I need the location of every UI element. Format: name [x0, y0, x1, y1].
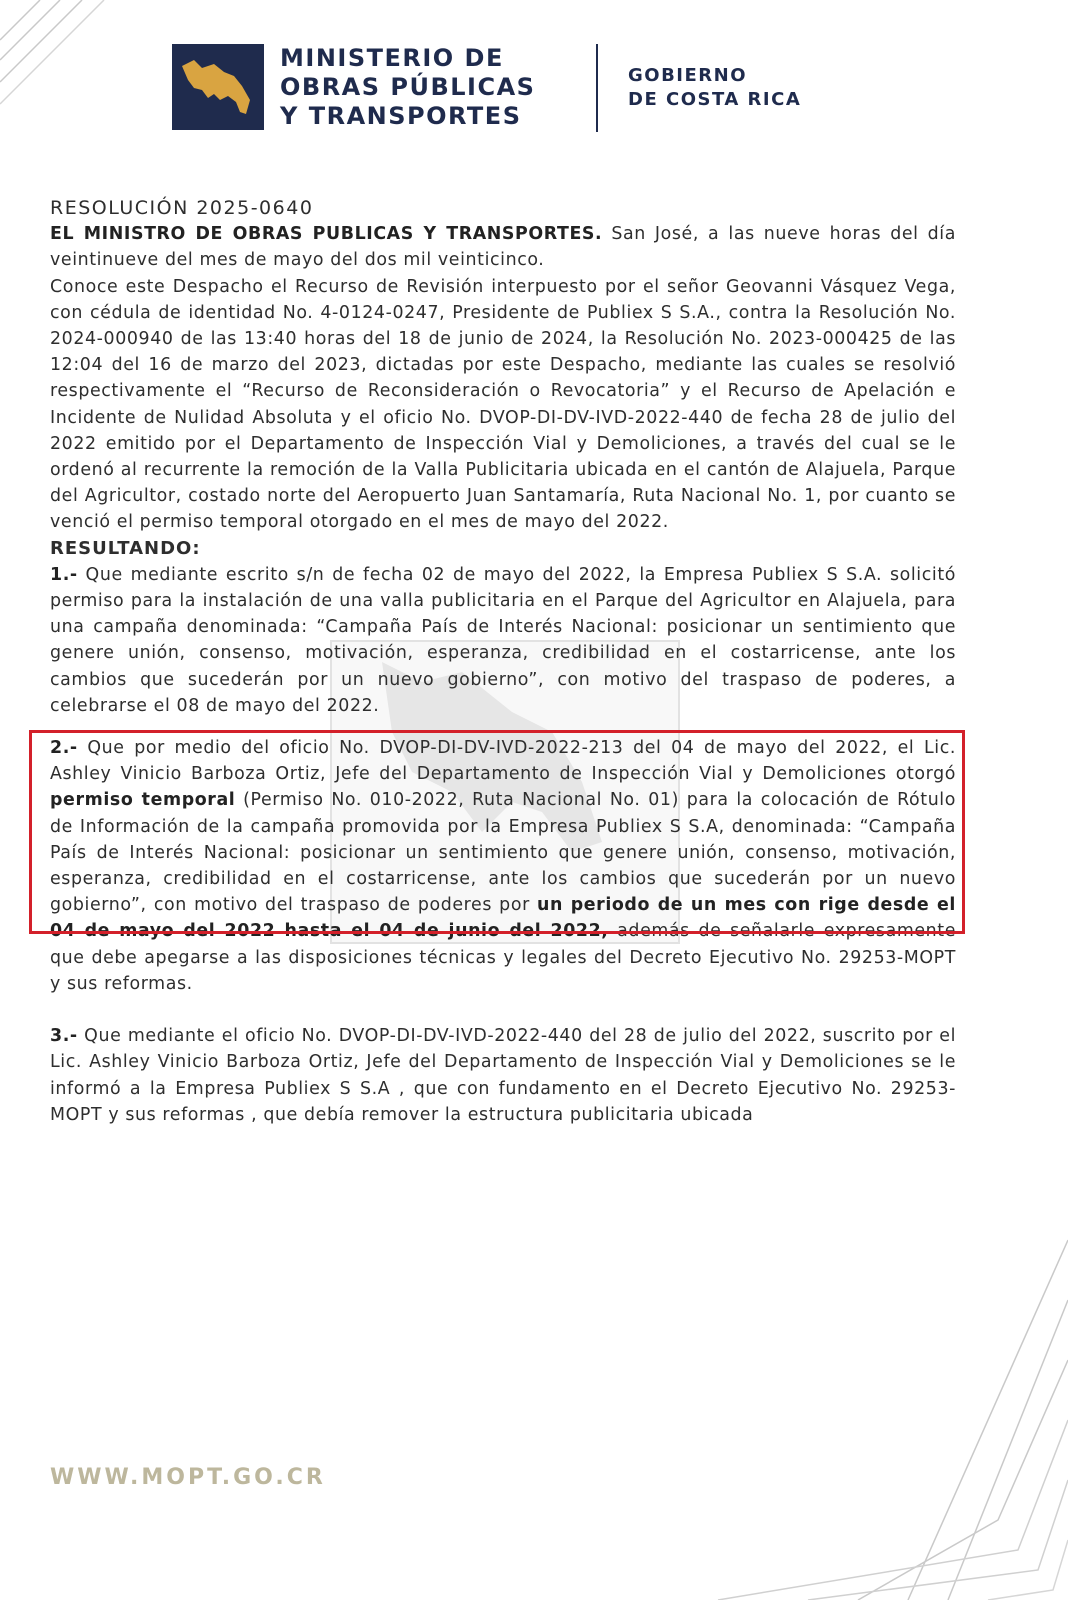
decorative-lines-bottom-right — [698, 1220, 1068, 1600]
item-2-text-b: (Permiso No. 010-2022, Ruta Nacional No. 01) para la colocación de Rótulo de Información de la campaña promovida por la Empresa Publiex S S.A, denominada: “Campaña País de Interés Nacional: posicionar un sentimiento que genere unión, consenso, motivación, esperanza, credibilidad en el costarricense, ante los cambios que sucederán por un nuevo gobierno”, con motivo del traspaso de poderes por — [50, 790, 956, 916]
mopt-logo — [172, 44, 264, 130]
gov-line-2: DE COSTA RICA — [628, 89, 802, 110]
government-name — [628, 64, 801, 112]
item-1-number: 1.- — [50, 564, 78, 585]
item-2-text-c: además de señalarle expresamente que debe apegarse a las disposiciones técnicas y legales del Decreto Ejecutivo No. 29253-MOPT y sus reformas. — [50, 921, 957, 994]
intro-text: San José, a las nueve horas del día veintinueve del mes de mayo del dos mil veinticinco. — [50, 224, 956, 271]
decorative-lines-top-left — [0, 0, 110, 110]
document-body — [50, 195, 956, 1128]
resolution-title: RESOLUCIÓN 2025-0640 — [50, 197, 314, 219]
ministry-line-1: MINISTERIO DE — [280, 44, 504, 72]
item-3-number: 3.- — [50, 1026, 78, 1047]
item-2-bold-1: permiso temporal — [50, 790, 236, 811]
item-1-text: Que mediante escrito s/n de fecha 02 de mayo del 2022, la Empresa Publiex S S.A. solicitó permiso para la instalación de una valla publicitaria en el Parque del Agricultor en Alajuela, para una campaña denominada: “Campaña País de Interés Nacional: posicionar un sentimiento que genere unión, consenso, motivación, esperanza, credibilidad en el costarricense, ante los cambios que sucederán por un nuevo gobierno”, con motivo del traspaso de poderes, a celebrarse el 08 de mayo del 2022. — [50, 564, 956, 716]
intro-paragraph — [50, 221, 956, 273]
ministry-line-2: OBRAS PÚBLICAS — [280, 73, 536, 101]
paragraph-1: Conoce este Despacho el Recurso de Revisión interpuesto por el señor Geovanni Vásquez Vega, con cédula de identidad No. 4-0124-0247, Presidente de Publiex S S.A., contra la Resolución No. 2024-000940 de las 13:40 horas del 18 de junio de 2024, la Resolución No. 2023-000425 de las 12:04 del 16 de marzo del 2023, dictadas por este Despacho, mediante las cuales se resolvió respectivamente el “Recurso de Reconsideración o Revocatoria” y el Recurso de Apelación e Incidente de Nulidad Absoluta y el oficio No. DVOP-DI-DV-IVD-2022-440 de fecha 28 de julio del 2022 emitido por el Departamento de Inspección Vial y Demoliciones, a través del cual se le ordenó al recurrente la remoción de la Valla Publicitaria ubicada en el cantón de Alajuela, Parque del Agricultor, costado norte del Aeropuerto Juan Santamaría, Ruta Nacional No. 1, por cuanto se venció el permiso temporal otorgado en el mes de mayo del 2022. — [50, 276, 956, 533]
item-2-bold-2: un periodo de un mes con rige desde el 04 de mayo del 2022 hasta el 04 de junio del 2022, — [50, 895, 956, 942]
ministry-line-3: Y TRANSPORTES — [280, 102, 522, 130]
highlight-box — [29, 730, 965, 934]
intro-bold: EL MINISTRO DE OBRAS PUBLICAS Y TRANSPORTES. — [50, 224, 603, 245]
item-2-text-a: Que por medio del oficio No. DVOP-DI-DV-IVD-2022-213 del 04 de mayo del 2022, el Lic. Ashley Vinicio Barboza Ortiz, Jefe del Departamento de Inspección Vial y Demoliciones otorgó — [50, 738, 956, 785]
header-divider — [596, 44, 598, 132]
costa-rica-map-icon — [180, 52, 256, 122]
item-3 — [50, 1023, 956, 1128]
footer-url[interactable]: WWW.MOPT.GO.CR — [50, 1465, 326, 1490]
item-1 — [50, 562, 956, 719]
item-2-number: 2.- — [50, 738, 78, 759]
letterhead — [172, 44, 872, 134]
ministry-name — [280, 44, 535, 131]
gov-line-1: GOBIERNO — [628, 65, 748, 86]
item-3-text: Que mediante el oficio No. DVOP-DI-DV-IVD-2022-440 del 28 de julio del 2022, suscrito por el Lic. Ashley Vinicio Barboza Ortiz, Jefe del Departamento de Inspección Vial y Demoliciones se le informó a la Empresa Publiex S S.A , que con fundamento en el Decreto Ejecutivo No. 29253-MOPT y sus reformas , que debía remover la estructura publicitaria ubicada — [50, 1026, 956, 1125]
section-heading: RESULTANDO: — [50, 537, 201, 559]
